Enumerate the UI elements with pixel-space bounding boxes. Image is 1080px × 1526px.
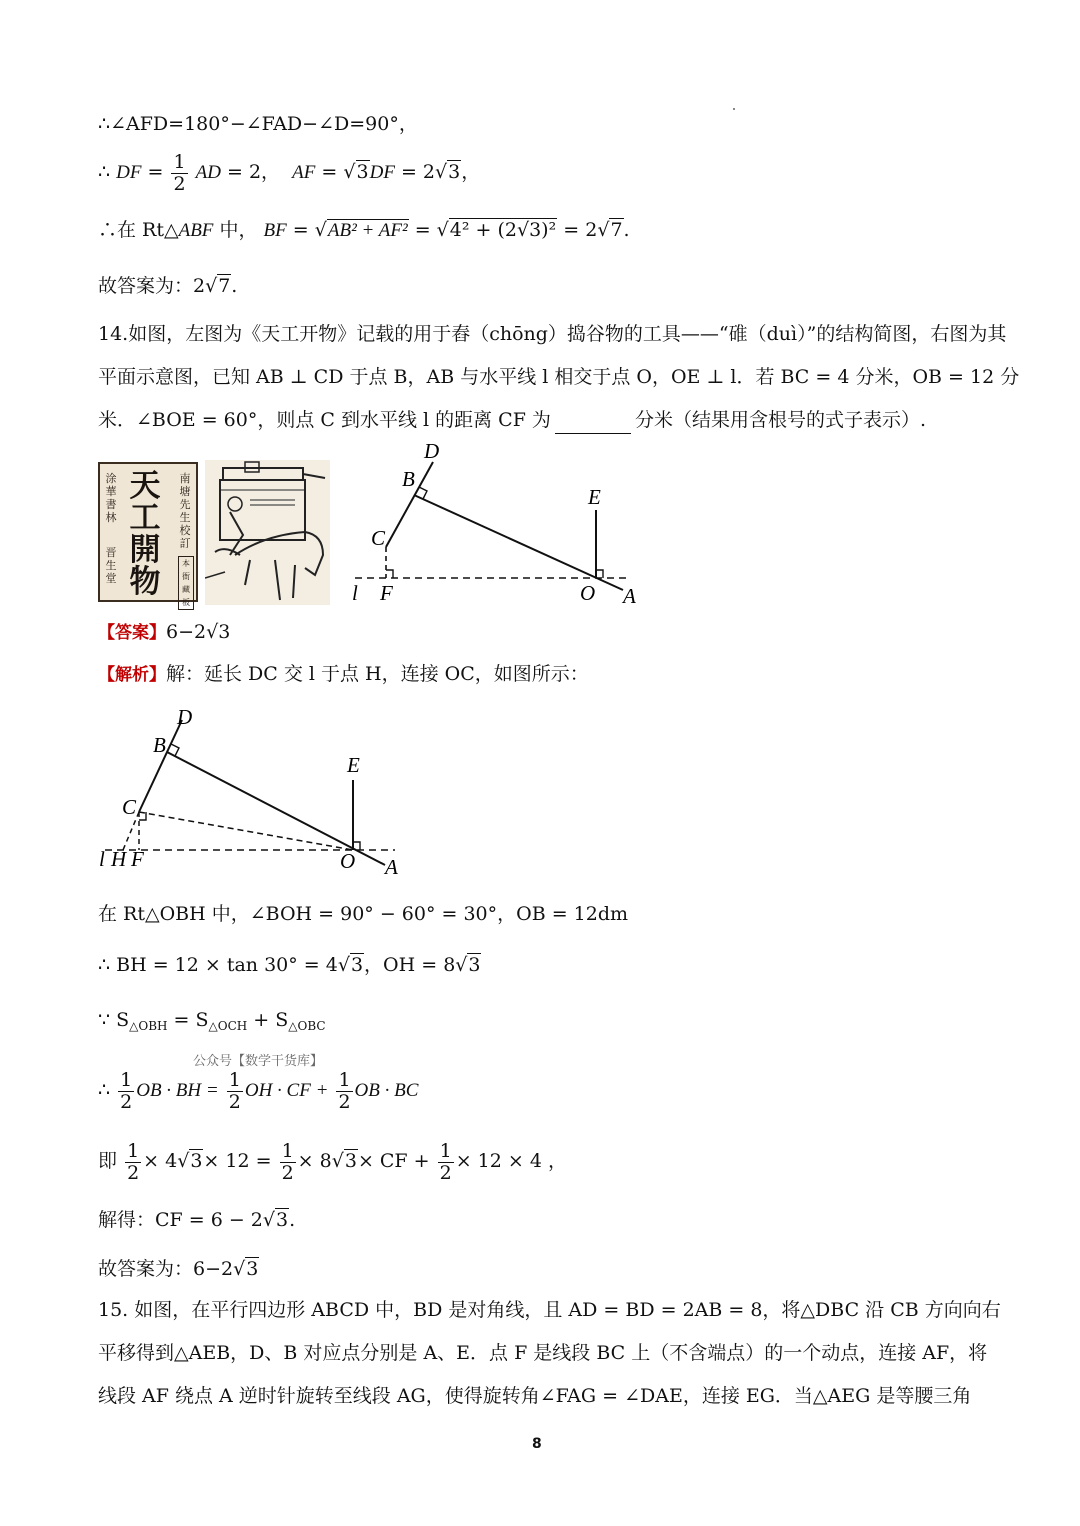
label-l: l: [99, 847, 105, 871]
label-A: A: [623, 584, 636, 608]
book-cover-image: 涂華書林 晋生堂 天工開物 南塘先生校訂 本衙藏板: [98, 462, 198, 602]
fraction-half: $\frac{1}{2}$: [173, 150, 186, 195]
label-F: F: [131, 847, 144, 871]
q14-line3: 米．∠BOE = 60°，则点 C 到水平线 l 的距离 CF 为 分米（结果用含根号的式子表示）.: [98, 406, 926, 434]
q15-line3: 线段 AF 绕点 A 逆时针旋转至线段 AG，使得旋转角∠FAG = ∠DAE，连接 EG．当△AEG 是等腰三角: [98, 1385, 972, 1407]
page-number: 8: [532, 1436, 542, 1452]
speck: [733, 108, 735, 110]
solution-line-afd: ∴∠AFD=180°−∠FAD−∠D=90°，: [98, 113, 418, 135]
label-O: O: [340, 849, 356, 873]
solution-step-1: 在 Rt△OBH 中，∠BOH = 90° − 60° = 30°，OB = 12dm: [98, 903, 629, 925]
q14-line2: 平面示意图，已知 AB ⊥ CD 于点 B，AB 与水平线 l 相交于点 O，OE ⊥ l．若 BC = 4 分米，OB = 12 分: [98, 366, 1020, 388]
book-title: 天工開物: [129, 468, 161, 600]
label-B: B: [153, 733, 166, 757]
label-E: E: [588, 485, 601, 509]
label-H: H: [111, 847, 127, 871]
watermark: 公众号【数学干货库】: [193, 1054, 324, 1069]
label-C: C: [371, 526, 386, 550]
answer-line-14: 【答案】6−2√3: [98, 621, 231, 643]
solution-step-6: 解得：CF = 6 − 2√3.: [98, 1209, 296, 1231]
answer-blank: [555, 433, 631, 434]
solution-line-df: ∴ DF = $\frac{1}{2}$ AD = 2， AF = √3DF = 2√3，: [98, 150, 481, 195]
label-A: A: [385, 855, 398, 879]
figure-q14-solution: [95, 700, 415, 880]
label-C: C: [122, 795, 137, 819]
label-O: O: [580, 581, 596, 605]
solution-step-4: ∴ $\frac{1}{2}$ OB · BH = $\frac{1}{2}$ OH · CF + $\frac{1}{2}$ OB · BC: [98, 1068, 419, 1113]
label-E: E: [347, 753, 360, 777]
analysis-intro: 【解析】解：延长 DC 交 l 于点 H，连接 OC，如图所示：: [98, 663, 589, 685]
answer-line-13: 故答案为：2√7.: [98, 275, 238, 297]
mortar-illustration: [205, 460, 330, 605]
analysis-tag: 【解析】: [98, 665, 166, 685]
q14-line1: 14.如图，左图为《天工开物》记载的用于舂（chōng）捣谷物的工具——“碓（duì）”的结构简图，右图为其: [98, 323, 1007, 345]
solution-line-bf: ∴在 Rt△ABF 中， BF = √AB² + AF² = √4² + (2√3)² = 2√7.: [98, 219, 630, 241]
label-F: F: [380, 581, 393, 605]
solution-step-3: ∵ $S_{\triangle OBH} = S_{\triangle OCH} + S_{\triangle OBC}$: [98, 1009, 326, 1033]
solution-step-2: ∴ BH = 12 × tan 30° = 4√3，OH = 8√3: [98, 954, 481, 976]
figure-q14-plane: [340, 440, 650, 610]
answer-line-14-final: 故答案为：6−2√3: [98, 1258, 259, 1280]
q15-line1: 15. 如图，在平行四边形 ABCD 中，BD 是对角线，且 AD = BD = 2AB = 8，将△DBC 沿 CB 方向向右: [98, 1299, 1001, 1321]
label-D: D: [424, 440, 440, 463]
label-B: B: [402, 467, 415, 491]
label-D: D: [177, 705, 193, 729]
label-l: l: [352, 581, 358, 605]
q15-line2: 平移得到△AEB，D、B 对应点分别是 A、E．点 F 是线段 BC 上（不含端点）的一个动点，连接 AF，将: [98, 1342, 988, 1364]
answer-tag: 【答案】: [98, 623, 166, 643]
solution-step-5: 即 $\frac{1}{2}$ × 4√3× 12 = $\frac{1}{2}$ × 8√3× CF + $\frac{1}{2}$ × 12 × 4 ，: [98, 1139, 567, 1184]
